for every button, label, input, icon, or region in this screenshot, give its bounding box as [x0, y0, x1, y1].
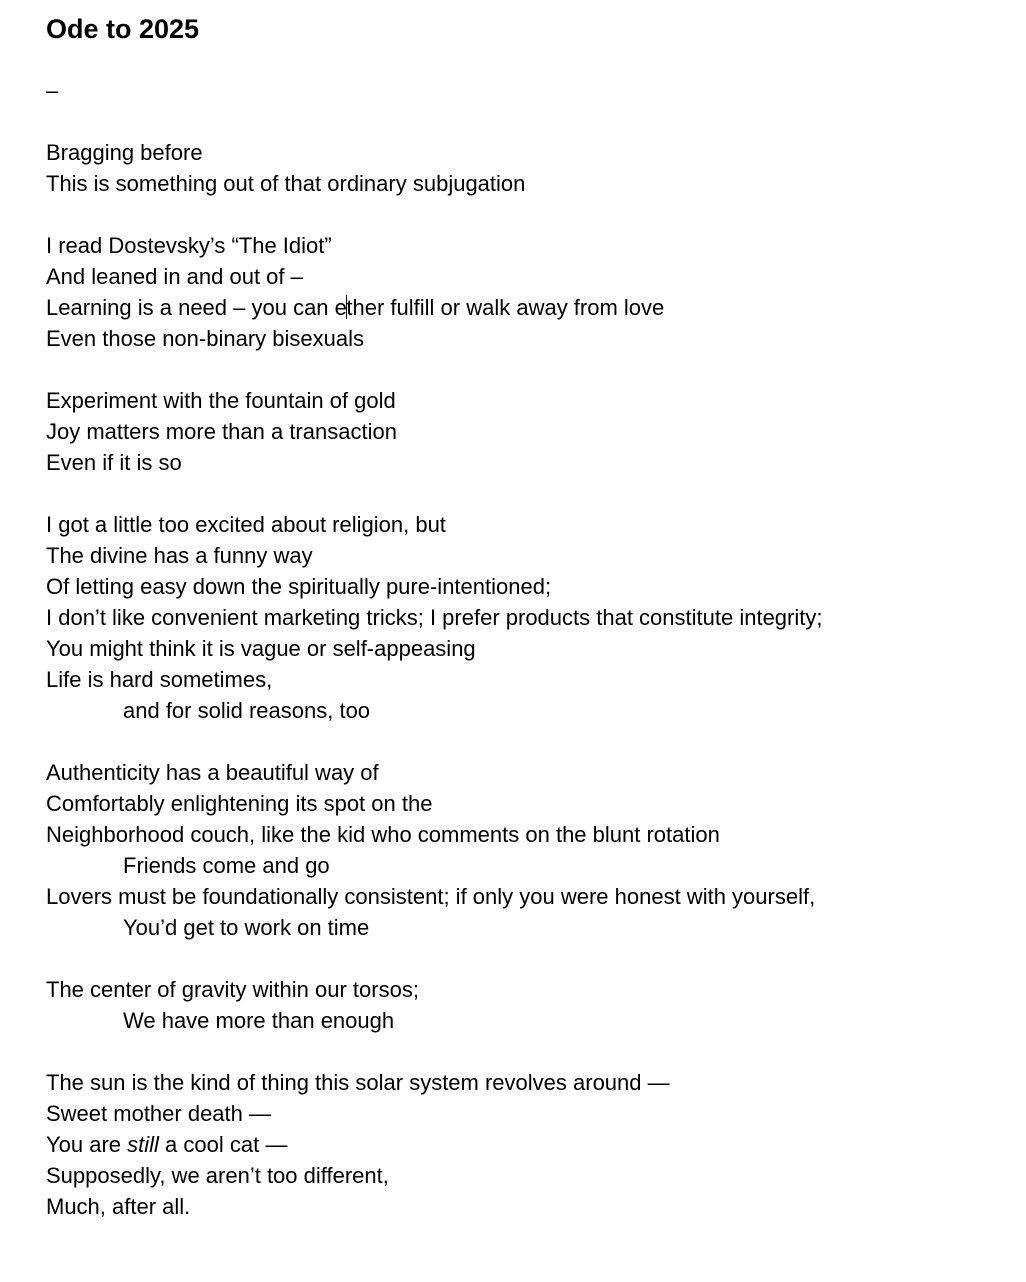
- poem-line-indented[interactable]: Friends come and go: [123, 853, 330, 878]
- poem-line[interactable]: Neighborhood couch, like the kid who comments on the blunt rotation: [46, 822, 720, 847]
- blank-line[interactable]: [46, 199, 1006, 230]
- poem-line[interactable]: The center of gravity within our torsos;: [46, 977, 419, 1002]
- poem-line[interactable]: I read Dostevsky’s “The Idiot”: [46, 233, 332, 258]
- poem-line[interactable]: Bragging before: [46, 140, 203, 165]
- poem-body[interactable]: [46, 137, 1006, 1222]
- blank-line[interactable]: [46, 478, 1006, 509]
- poem-line[interactable]: Comfortably enlightening its spot on the: [46, 791, 433, 816]
- poem-line-indented[interactable]: We have more than enough: [123, 1008, 395, 1033]
- blank-line[interactable]: [46, 354, 1006, 385]
- poem-line[interactable]: Life is hard sometimes,: [46, 667, 273, 692]
- poem-line[interactable]: Sweet mother death —: [46, 1101, 272, 1126]
- poem-line-indented[interactable]: You’d get to work on time: [123, 915, 370, 940]
- poem-line[interactable]: This is something out of that ordinary subjugation: [46, 171, 526, 196]
- poem-line[interactable]: Lovers must be foundationally consistent; if only you were honest with yourself,: [46, 884, 816, 909]
- poem-line[interactable]: Even those non-binary bisexuals: [46, 326, 364, 351]
- line-text: You are: [46, 1132, 128, 1157]
- document-page[interactable]: [46, 12, 1006, 1222]
- poem-line[interactable]: And leaned in and out of –: [46, 264, 303, 289]
- blank-line[interactable]: [46, 943, 1006, 974]
- poem-line[interactable]: You might think it is vague or self-appeasing: [46, 636, 476, 661]
- poem-line[interactable]: I got a little too excited about religion, but: [46, 512, 446, 537]
- line-text: a cool cat —: [158, 1132, 288, 1157]
- blank-line[interactable]: [46, 726, 1006, 757]
- poem-line[interactable]: The sun is the kind of thing this solar system revolves around —: [46, 1070, 670, 1095]
- poem-line[interactable]: Experiment with the fountain of gold: [46, 388, 396, 413]
- poem-line[interactable]: Supposedly, we aren’t too different,: [46, 1163, 389, 1188]
- line-text-after-cursor: ther fulfill or walk away from love: [346, 295, 665, 320]
- poem-line[interactable]: Authenticity has a beautiful way of: [46, 760, 379, 785]
- poem-line[interactable]: Much, after all.: [46, 1194, 191, 1219]
- poem-line[interactable]: Of letting easy down the spiritually pure-intentioned;: [46, 574, 552, 599]
- blank-line[interactable]: [46, 1036, 1006, 1067]
- poem-line[interactable]: Even if it is so: [46, 450, 182, 475]
- poem-line[interactable]: The divine has a funny way: [46, 543, 313, 568]
- document-title[interactable]: Ode to 2025: [46, 14, 200, 44]
- line-text-before-cursor: Learning is a need – you can e: [46, 295, 347, 320]
- poem-line-with-italic[interactable]: [46, 1129, 1006, 1160]
- italic-word: still: [127, 1132, 159, 1157]
- poem-line[interactable]: Joy matters more than a transaction: [46, 419, 397, 444]
- poem-line-with-cursor[interactable]: [46, 292, 1006, 323]
- poem-line-indented[interactable]: and for solid reasons, too: [123, 698, 371, 723]
- separator-dash[interactable]: –: [46, 78, 59, 103]
- poem-line[interactable]: I don’t like convenient marketing tricks; I prefer products that constitute integrity;: [46, 605, 823, 630]
